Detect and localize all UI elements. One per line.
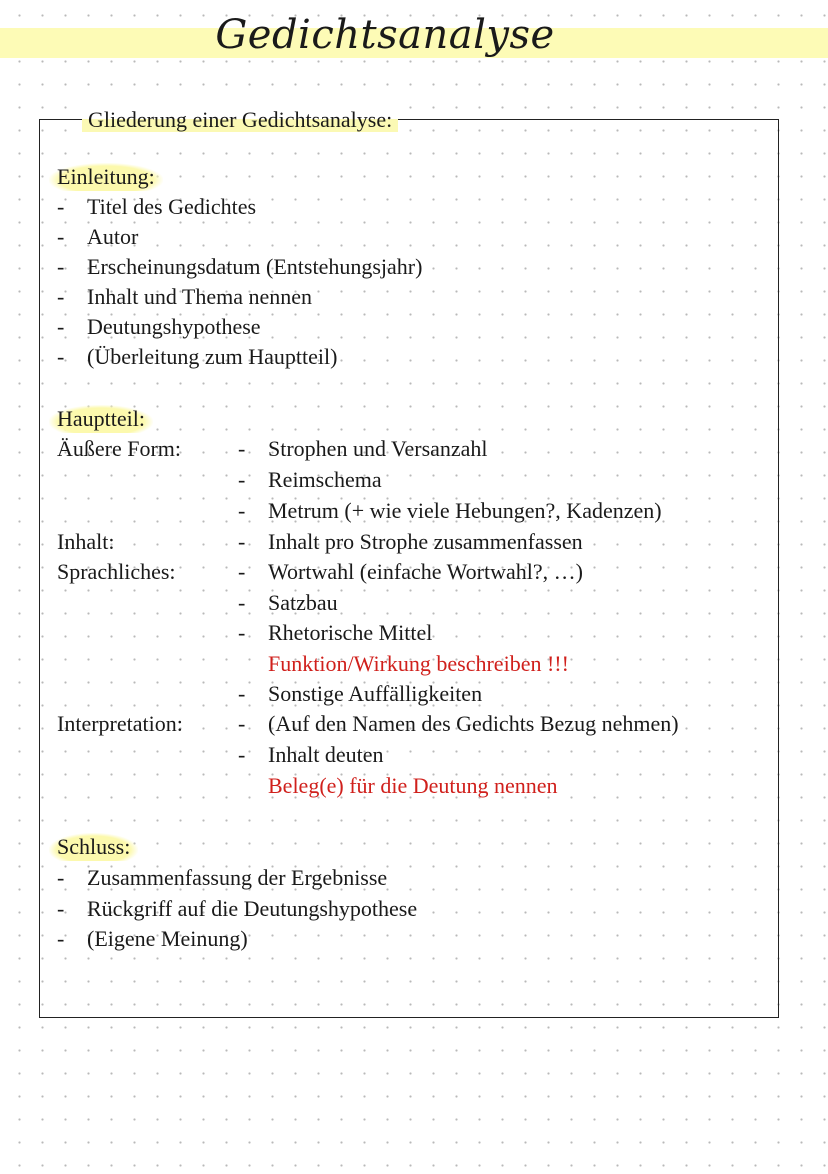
section-heading-einleitung: Einleitung: [49,163,163,191]
list-item: Satzbau [268,590,338,615]
bullet-dash: - [57,926,65,951]
bullet-dash: - [57,254,65,279]
list-item: Sonstige Auffälligkeiten [268,681,483,706]
list-item: Titel des Gedichtes [87,194,257,219]
note-red: Funktion/Wirkung beschreiben !!! [268,651,569,676]
row-label-sprachliches: Sprachliches: [57,559,176,584]
row-label-inhalt: Inhalt: [57,529,115,554]
list-item: Deutungshypothese [87,314,261,339]
list-item: (Überleitung zum Hauptteil) [87,344,338,369]
bullet-dash: - [57,194,65,219]
list-item: Reimschema [268,467,382,492]
bullet-dash: - [238,559,246,584]
bullet-dash: - [238,467,246,492]
bullet-dash: - [57,314,65,339]
section-heading-hauptteil: Hauptteil: [49,405,153,433]
note-red: Beleg(e) für die Deutung nennen [268,773,558,798]
list-item: Inhalt pro Strophe zusammenfassen [268,529,583,554]
list-item: Zusammenfassung der Ergebnisse [87,865,388,890]
bullet-dash: - [238,436,246,461]
bullet-dash: - [238,529,246,554]
list-item: Wortwahl (einfache Wortwahl?, …) [268,559,583,584]
bullet-dash: - [238,711,246,736]
list-item: Rückgriff auf die Deutungshypothese [87,896,418,921]
bullet-dash: - [57,344,65,369]
bullet-dash: - [57,896,65,921]
list-item: Metrum (+ wie viele Hebungen?, Kadenzen) [268,498,662,523]
list-item: Strophen und Versanzahl [268,436,488,461]
bullet-dash: - [238,498,246,523]
section-heading-schluss: Schluss: [49,833,138,861]
list-item: (Auf den Namen des Gedichts Bezug nehmen) [268,711,679,736]
page-title: Gedichtsanalyse [215,12,555,58]
bullet-dash: - [238,681,246,706]
bullet-dash: - [57,284,65,309]
list-item: Rhetorische Mittel [268,620,433,645]
row-label-interpretation: Interpretation: [57,711,183,736]
list-item: (Eigene Meinung) [87,926,248,951]
outline-box-title: Gliederung einer Gedichtsanalyse: [82,106,398,134]
list-item: Inhalt und Thema nennen [87,284,313,309]
list-item: Autor [87,224,139,249]
list-item: Erscheinungsdatum (Entstehungsjahr) [87,254,423,279]
bullet-dash: - [57,224,65,249]
bullet-dash: - [238,590,246,615]
bullet-dash: - [238,620,246,645]
bullet-dash: - [57,865,65,890]
list-item: Inhalt deuten [268,742,384,767]
bullet-dash: - [238,742,246,767]
row-label-aeussere-form: Äußere Form: [57,436,182,461]
